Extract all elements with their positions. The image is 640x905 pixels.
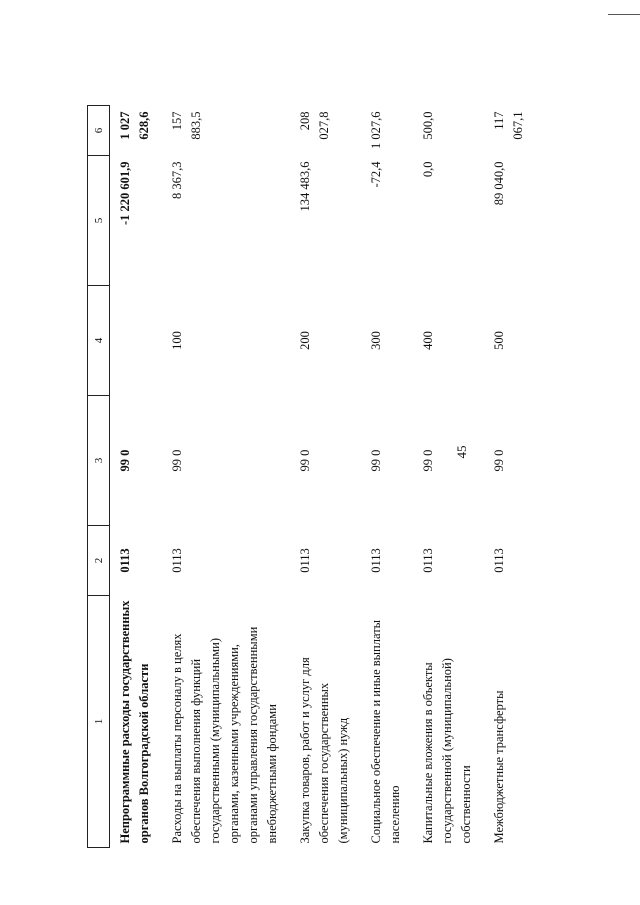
table-row (361, 106, 413, 848)
row-code: 0113 (298, 548, 312, 573)
row-type: 100 (170, 331, 184, 350)
row-target: 99 0 (118, 449, 132, 472)
row-amount-change: -1 220 601,9 (118, 161, 132, 226)
header-row (88, 106, 110, 848)
row-target: 99 0 (298, 449, 312, 472)
row-code: 0113 (170, 548, 184, 573)
row-amount-total: 1 027,6 (369, 111, 383, 149)
row-target: 99 0 (170, 449, 184, 472)
corner-mark (608, 14, 640, 15)
header-col-5: 5 (88, 156, 110, 286)
row-amount-total: 208 027,8 (298, 111, 331, 140)
row-code: 0113 (421, 548, 435, 573)
row-name: Социальное обеспечение и иные выплаты населению (369, 619, 402, 844)
row-type: 300 (369, 331, 383, 350)
table-row (110, 106, 163, 848)
header-col-3: 3 (88, 396, 110, 526)
table-row (162, 106, 290, 848)
row-target: 99 0 (492, 449, 506, 472)
budget-table (87, 105, 536, 848)
row-amount-change: -72,4 (369, 161, 383, 188)
row-name: Расходы на выплаты персоналу в целях обеспечения выполнения функций государственными (муниципальными) органами, казенными учреждениями, органами управления государственными внебюджетными фондами (170, 626, 279, 844)
row-amount-change: 8 367,3 (170, 161, 184, 199)
row-amount-total: 117 067,1 (492, 111, 525, 140)
row-code: 0113 (492, 548, 506, 573)
row-code: 0113 (118, 548, 132, 573)
row-code: 0113 (369, 548, 383, 573)
page-number: 45 (454, 445, 469, 459)
row-amount-total: 157 883,5 (170, 111, 203, 140)
row-amount-total: 1 027 628,6 (118, 111, 151, 140)
row-type: 500 (492, 331, 506, 350)
row-target: 99 0 (421, 449, 435, 472)
row-amount-change: 0,0 (421, 161, 435, 178)
row-name: Межбюджетные трансферты (492, 690, 506, 844)
row-amount-change: 134 483,6 (298, 161, 312, 212)
table-row (413, 106, 484, 848)
table-row (290, 106, 361, 848)
header-col-1: 1 (88, 596, 110, 848)
row-amount-total: 500,0 (421, 111, 435, 140)
row-target: 99 0 (369, 449, 383, 472)
row-name: Закупка товаров, работ и услуг для обеспечения государственных (муниципальных) нужд (298, 657, 350, 844)
row-name: Капитальные вложения в объекты государственной (муниципальной) собственности (421, 658, 473, 844)
row-type (110, 286, 163, 396)
row-amount-change: 89 040,0 (492, 161, 506, 206)
table-row (484, 106, 536, 848)
row-name: Непрограммные расходы государственных органов Волгоградской области (118, 600, 151, 844)
header-col-6: 6 (88, 106, 110, 156)
header-col-2: 2 (88, 526, 110, 596)
row-type: 400 (421, 331, 435, 350)
header-col-4: 4 (88, 286, 110, 396)
row-type: 200 (298, 331, 312, 350)
rotated-table-container (87, 106, 605, 848)
